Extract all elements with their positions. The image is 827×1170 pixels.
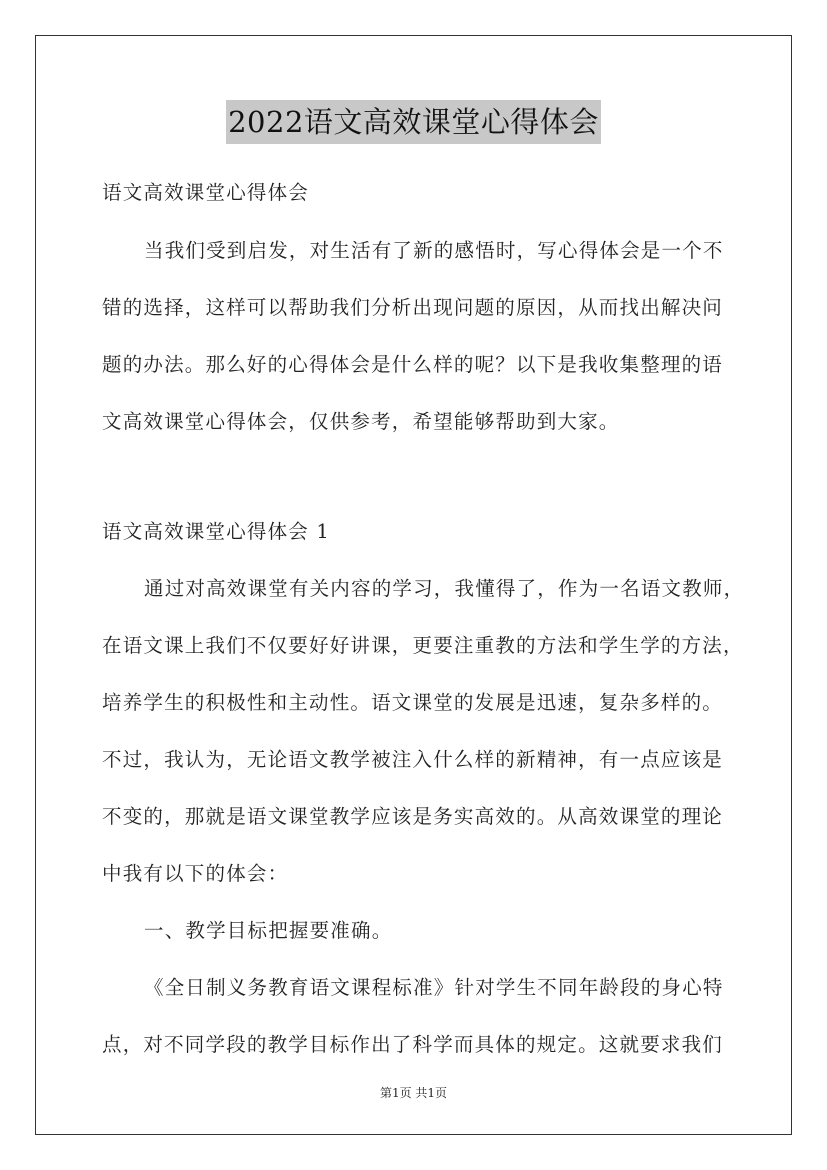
intro-line: 当我们受到启发，对生活有了新的感悟时，写心得体会是一个不 bbox=[144, 239, 724, 262]
point-one-line: 点，对不同学段的教学目标作出了科学而具体的规定。这就要求我们 bbox=[102, 1033, 724, 1056]
body-line: 培养学生的积极性和主动性。语文课堂的发展是迅速，复杂多样的。 bbox=[102, 691, 724, 714]
document-title: 2022语文高效课堂心得体会 bbox=[226, 100, 601, 144]
section-heading: 语文高效课堂心得体会 1 bbox=[102, 520, 331, 543]
body-line: 不变的，那就是语文课堂教学应该是务实高效的。从高效课堂的理论 bbox=[102, 805, 724, 828]
intro-line: 文高效课堂心得体会，仅供参考，希望能够帮助到大家。 bbox=[102, 410, 620, 433]
intro-line: 错的选择，这样可以帮助我们分析出现问题的原因，从而找出解决问 bbox=[102, 296, 724, 319]
subtitle: 语文高效课堂心得体会 bbox=[102, 181, 310, 204]
title-wrap bbox=[0, 100, 827, 144]
body-line: 在语文课上我们不仅要好好讲课，更要注重教的方法和学生学的方法， bbox=[102, 634, 744, 657]
point-one-heading: 一、教学目标把握要准确。 bbox=[144, 919, 393, 942]
intro-line: 题的办法。那么好的心得体会是什么样的呢？以下是我收集整理的语 bbox=[102, 353, 724, 376]
body-line: 中我有以下的体会： bbox=[102, 862, 289, 885]
body-line: 通过对高效课堂有关内容的学习，我懂得了，作为一名语文教师， bbox=[144, 577, 745, 600]
body-line: 不过，我认为，无论语文教学被注入什么样的新精神，有一点应该是 bbox=[102, 748, 724, 771]
page-footer: 第1页 共1页 bbox=[379, 1086, 448, 1100]
point-one-line: 《全日制义务教育语文课程标准》针对学生不同年龄段的身心特 bbox=[144, 976, 724, 999]
document-body bbox=[102, 175, 745, 1084]
